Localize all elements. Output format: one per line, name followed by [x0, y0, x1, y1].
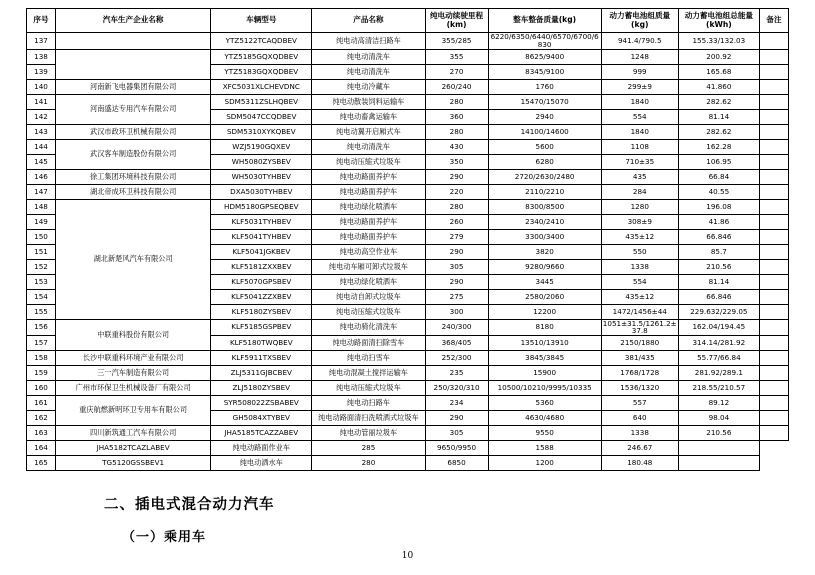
- cell-remark: [759, 139, 788, 154]
- cell-product: 纯电动骑化清洗车: [312, 319, 425, 335]
- cell-no: 157: [27, 335, 56, 350]
- cell-no: 159: [27, 365, 56, 380]
- cell-product: 纯电动管丽垃圾车: [312, 425, 425, 440]
- cell-no: 146: [27, 169, 56, 184]
- cell-range: 290: [425, 410, 488, 425]
- cell-no: 140: [27, 79, 56, 94]
- cell-remark: [678, 455, 759, 470]
- cell-remark: [678, 440, 759, 455]
- cell-range: 279: [425, 229, 488, 244]
- cell-range: 280: [312, 455, 425, 470]
- cell-model: SDM5311ZSLHQBEV: [211, 94, 312, 109]
- cell-battery-mass: 1472/1456±44: [601, 304, 678, 319]
- cell-model: KLF5911TXSBEV: [211, 350, 312, 365]
- cell-model: KLF5041JGKBEV: [211, 244, 312, 259]
- cell-curb-mass: 8345/9100: [488, 64, 601, 79]
- cell-model: ZLJ5311GJBCBEV: [211, 365, 312, 380]
- cell-product: 纯电动路面养护车: [312, 184, 425, 199]
- cell-curb-mass: 2940: [488, 109, 601, 124]
- cell-product: 纯电动洒水车: [211, 455, 312, 470]
- cell-remark: [759, 169, 788, 184]
- cell-battery-mass: 299±9: [601, 79, 678, 94]
- cell-product: 纯电动路面养护车: [312, 214, 425, 229]
- cell-no: 138: [27, 49, 56, 64]
- column-header-battery-mass: 动力蓄电池组质量(kg): [601, 9, 678, 33]
- cell-curb-mass: 9280/9660: [488, 259, 601, 274]
- cell-product: 纯电动路面作业车: [211, 440, 312, 455]
- cell-product: 纯电动高空作业车: [312, 244, 425, 259]
- cell-no: 141: [27, 94, 56, 109]
- cell-curb-mass: 10500/10210/9995/10335: [488, 380, 601, 395]
- table-row: [27, 319, 789, 335]
- cell-battery-energy: 66.846: [678, 229, 759, 244]
- cell-range: 300: [425, 304, 488, 319]
- cell-range: 260: [425, 214, 488, 229]
- cell-no: 145: [27, 154, 56, 169]
- cell-battery-energy: 40.55: [678, 184, 759, 199]
- cell-product: 纯电动自卸式垃圾车: [312, 289, 425, 304]
- cell-range: 305: [425, 425, 488, 440]
- cell-model: SYR508022ZSBABEV: [211, 395, 312, 410]
- cell-battery-mass: 1588: [488, 440, 601, 455]
- cell-model: KLF5185GSPBEV: [211, 319, 312, 335]
- cell-model: KLF5031TYHBEV: [211, 214, 312, 229]
- table-header: [27, 9, 789, 33]
- vehicle-catalog-table: [26, 8, 789, 471]
- cell-range: 280: [425, 124, 488, 139]
- cell-remark: [759, 94, 788, 109]
- table-row: [27, 124, 789, 139]
- cell-model: KLF5180TWQBEV: [211, 335, 312, 350]
- cell-range: 275: [425, 289, 488, 304]
- column-header-curb-mass: 整车整备质量(kg): [488, 9, 601, 33]
- table-row: [27, 440, 789, 455]
- cell-battery-mass: 435±12: [601, 289, 678, 304]
- cell-remark: [759, 79, 788, 94]
- cell-battery-energy: 282.62: [678, 124, 759, 139]
- cell-range: 305: [425, 259, 488, 274]
- cell-product: 纯电动畜禽运输车: [312, 109, 425, 124]
- cell-manufacturer: 河南新飞电器集团有限公司: [56, 79, 211, 94]
- cell-curb-mass: 2720/2630/2480: [488, 169, 601, 184]
- cell-battery-mass: 640: [601, 410, 678, 425]
- cell-remark: [759, 365, 788, 380]
- cell-remark: [759, 229, 788, 244]
- cell-remark: [759, 124, 788, 139]
- cell-model: YTZ5122TCAQDBEV: [211, 33, 312, 49]
- cell-no: 142: [27, 109, 56, 124]
- cell-model: YTZ5185GQXQDBEV: [211, 49, 312, 64]
- cell-remark: [759, 380, 788, 395]
- cell-remark: [759, 304, 788, 319]
- cell-model: XFC5031XLCHEVDNC: [211, 79, 312, 94]
- subsection-heading: （一）乘用车: [122, 529, 207, 545]
- cell-no: 149: [27, 214, 56, 229]
- cell-range: 280: [425, 199, 488, 214]
- table-row: [27, 139, 789, 154]
- cell-manufacturer: 武汉客车制造股份有限公司: [56, 139, 211, 169]
- cell-manufacturer: 河南盛达专用汽车有限公司: [56, 94, 211, 124]
- cell-no: 164: [27, 440, 56, 455]
- cell-product: 纯电动绿化喷洒车: [312, 274, 425, 289]
- cell-model: KLF5070GPSBEV: [211, 274, 312, 289]
- cell-product: 纯电动路面养护车: [312, 169, 425, 184]
- cell-battery-mass: 710±35: [601, 154, 678, 169]
- page-number: 10: [401, 551, 414, 561]
- cell-battery-energy: 218.55/210.57: [678, 380, 759, 395]
- table-row: [27, 380, 789, 395]
- cell-no: 165: [27, 455, 56, 470]
- cell-remark: [759, 289, 788, 304]
- cell-remark: [759, 244, 788, 259]
- cell-range: 220: [425, 184, 488, 199]
- cell-remark: [759, 33, 788, 49]
- cell-curb-mass: 5600: [488, 139, 601, 154]
- cell-product: 纯电动混凝土搅拌运输车: [312, 365, 425, 380]
- cell-no: 150: [27, 229, 56, 244]
- cell-manufacturer: 湖北新楚风汽车有限公司: [56, 199, 211, 319]
- cell-model: WH5080ZYSBEV: [211, 154, 312, 169]
- cell-product: 纯电动路面清扫洗喷洒式垃圾车: [312, 410, 425, 425]
- cell-battery-mass: 1840: [601, 124, 678, 139]
- cell-range: 290: [425, 274, 488, 289]
- cell-curb-mass: 2340/2410: [488, 214, 601, 229]
- cell-model: KLF5180ZYSBEV: [211, 304, 312, 319]
- cell-range: 368/405: [425, 335, 488, 350]
- cell-range: 240/300: [425, 319, 488, 335]
- cell-battery-mass: 999: [601, 64, 678, 79]
- table-row: [27, 169, 789, 184]
- cell-battery-energy: 41.86: [678, 214, 759, 229]
- cell-no: 139: [27, 64, 56, 79]
- cell-no: 152: [27, 259, 56, 274]
- cell-product: 纯电动散装饲料运输车: [312, 94, 425, 109]
- cell-battery-mass: 1840: [601, 94, 678, 109]
- cell-no: 156: [27, 319, 56, 335]
- cell-battery-energy: 281.92/289.1: [678, 365, 759, 380]
- table-row: [27, 79, 789, 94]
- cell-battery-mass: 1536/1320: [601, 380, 678, 395]
- cell-curb-mass: 5360: [488, 395, 601, 410]
- cell-battery-mass: 1768/1728: [601, 365, 678, 380]
- cell-remark: [759, 395, 788, 410]
- cell-model: KLF5181ZXXBEV: [211, 259, 312, 274]
- cell-no: 137: [27, 33, 56, 49]
- cell-remark: [759, 109, 788, 124]
- cell-range: 252/300: [425, 350, 488, 365]
- table-row: [27, 455, 789, 470]
- table-row: [27, 94, 789, 109]
- cell-no: 162: [27, 410, 56, 425]
- cell-battery-energy: 55.77/66.84: [678, 350, 759, 365]
- cell-curb-mass: 9650/9950: [425, 440, 488, 455]
- cell-battery-energy: 210.56: [678, 425, 759, 440]
- cell-model: KLF5041TYHBEV: [211, 229, 312, 244]
- cell-battery-mass: 284: [601, 184, 678, 199]
- table-row: [27, 350, 789, 365]
- cell-battery-mass: 557: [601, 395, 678, 410]
- cell-battery-energy: 66.84: [678, 169, 759, 184]
- cell-model: ZLJ5180ZYSBEV: [211, 380, 312, 395]
- cell-manufacturer: 广州市环保卫生机械设备厂有限公司: [56, 380, 211, 395]
- cell-remark: [759, 335, 788, 350]
- cell-remark: [759, 425, 788, 440]
- cell-battery-mass: 435±12: [601, 229, 678, 244]
- cell-battery-energy: 162.04/194.45: [678, 319, 759, 335]
- cell-battery-energy: 81.14: [678, 109, 759, 124]
- column-header-no: 序号: [27, 9, 56, 33]
- table-body: [27, 33, 789, 470]
- table-row: [27, 425, 789, 440]
- section-heading: 二、插电式混合动力汽车: [104, 495, 275, 513]
- cell-product: 纯电动绿化喷洒车: [312, 199, 425, 214]
- cell-manufacturer: 长沙中联重科环境产业有限公司: [56, 350, 211, 365]
- cell-range: 270: [425, 64, 488, 79]
- cell-battery-energy: 85.7: [678, 244, 759, 259]
- cell-curb-mass: 6280: [488, 154, 601, 169]
- cell-range: 235: [425, 365, 488, 380]
- cell-battery-mass: 1248: [601, 49, 678, 64]
- cell-range: 360: [425, 109, 488, 124]
- cell-battery-mass: 1338: [601, 259, 678, 274]
- cell-no: 155: [27, 304, 56, 319]
- cell-battery-mass: 550: [601, 244, 678, 259]
- cell-battery-energy: 246.67: [601, 440, 678, 455]
- cell-battery-mass: 1338: [601, 425, 678, 440]
- cell-curb-mass: 8180: [488, 319, 601, 335]
- cell-battery-energy: 180.48: [601, 455, 678, 470]
- cell-battery-energy: 200.92: [678, 49, 759, 64]
- cell-battery-mass: 1200: [488, 455, 601, 470]
- cell-model: HDM5180GPSEQBEV: [211, 199, 312, 214]
- cell-battery-mass: 1280: [601, 199, 678, 214]
- cell-remark: [759, 184, 788, 199]
- cell-model: TG5120GSSBEV1: [56, 455, 211, 470]
- cell-product: 纯电动压缩式垃圾车: [312, 380, 425, 395]
- cell-battery-energy: 196.08: [678, 199, 759, 214]
- cell-battery-energy: 282.62: [678, 94, 759, 109]
- cell-model: KLF5041ZZXBEV: [211, 289, 312, 304]
- cell-curb-mass: 4630/4680: [488, 410, 601, 425]
- cell-battery-mass: 554: [601, 109, 678, 124]
- cell-curb-mass: 2110/2210: [488, 184, 601, 199]
- cell-remark: [759, 410, 788, 425]
- cell-battery-mass: 308±9: [601, 214, 678, 229]
- cell-no: 148: [27, 199, 56, 214]
- cell-curb-mass: 1760: [488, 79, 601, 94]
- cell-remark: [759, 259, 788, 274]
- cell-remark: [759, 214, 788, 229]
- cell-model: DXA5030TYHBEV: [211, 184, 312, 199]
- cell-battery-mass: 554: [601, 274, 678, 289]
- cell-range: 250/320/310: [425, 380, 488, 395]
- table-row: [27, 49, 789, 64]
- table-row: [27, 33, 789, 49]
- cell-product: 纯电动高清洁扫路车: [312, 33, 425, 49]
- cell-curb-mass: 9550: [488, 425, 601, 440]
- cell-curb-mass: 13510/13910: [488, 335, 601, 350]
- cell-manufacturer: [56, 49, 211, 79]
- cell-battery-energy: 162.28: [678, 139, 759, 154]
- cell-battery-mass: 1108: [601, 139, 678, 154]
- cell-remark: [759, 154, 788, 169]
- cell-model: SDM5047CCQDBEV: [211, 109, 312, 124]
- table-row: [27, 395, 789, 410]
- cell-model: YTZ5183GQXQDBEV: [211, 64, 312, 79]
- cell-manufacturer: 湖北帝成环卫科技有限公司: [56, 184, 211, 199]
- cell-battery-mass: 2150/1880: [601, 335, 678, 350]
- cell-product: 纯电动清洗车: [312, 64, 425, 79]
- table-row: [27, 199, 789, 214]
- cell-no: 153: [27, 274, 56, 289]
- cell-no: 161: [27, 395, 56, 410]
- column-header-product: 产品名称: [312, 9, 425, 33]
- cell-battery-energy: 314.14/281.92: [678, 335, 759, 350]
- cell-battery-energy: 98.04: [678, 410, 759, 425]
- cell-battery-energy: 66.846: [678, 289, 759, 304]
- cell-remark: [759, 49, 788, 64]
- cell-manufacturer: [56, 33, 211, 49]
- cell-product: 纯电动车厢可卸式垃圾车: [312, 259, 425, 274]
- cell-manufacturer: 武汉市政环卫机械有限公司: [56, 124, 211, 139]
- cell-no: 154: [27, 289, 56, 304]
- cell-curb-mass: 6850: [425, 455, 488, 470]
- cell-curb-mass: 14100/14600: [488, 124, 601, 139]
- cell-range: 285: [312, 440, 425, 455]
- cell-battery-mass: 1051±31.5/1261.2±37.8: [602, 318, 677, 336]
- cell-manufacturer: 四川新筑通工汽车有限公司: [56, 425, 211, 440]
- cell-manufacturer: 重庆航燃新明环卫专用车有限公司: [56, 395, 211, 425]
- cell-curb-mass: 8625/9400: [488, 49, 601, 64]
- cell-remark: [759, 64, 788, 79]
- cell-manufacturer: 中联重科股份有限公司: [56, 319, 211, 350]
- cell-product: 纯电动路面养护车: [312, 229, 425, 244]
- cell-range: 234: [425, 395, 488, 410]
- cell-range: 260/240: [425, 79, 488, 94]
- cell-no: 143: [27, 124, 56, 139]
- cell-no: 151: [27, 244, 56, 259]
- cell-no: 147: [27, 184, 56, 199]
- table-header-row: [27, 9, 789, 33]
- cell-product: 纯电动清洗车: [312, 139, 425, 154]
- column-header-manufacturer: 汽车生产企业名称: [56, 9, 211, 33]
- cell-range: 290: [425, 169, 488, 184]
- cell-no: 144: [27, 139, 56, 154]
- cell-remark: [759, 199, 788, 214]
- cell-model: JHA5185TCAZZABEV: [211, 425, 312, 440]
- cell-range: 280: [425, 94, 488, 109]
- cell-remark: [759, 319, 788, 335]
- cell-curb-mass: 3300/3400: [488, 229, 601, 244]
- cell-product: 纯电动路面清扫除雪车: [312, 335, 425, 350]
- column-header-model: 车辆型号: [211, 9, 312, 33]
- cell-curb-mass: 12200: [488, 304, 601, 319]
- cell-battery-mass: 435: [601, 169, 678, 184]
- column-header-range: 纯电动续驶里程(km): [425, 9, 488, 33]
- cell-manufacturer: 徐工集团环境科技有限公司: [56, 169, 211, 184]
- cell-curb-mass: 6220/6350/6440/6570/6700/6830: [488, 33, 601, 49]
- cell-curb-mass: 3445: [488, 274, 601, 289]
- cell-no: 160: [27, 380, 56, 395]
- cell-product: 纯电动压缩式垃圾车: [312, 154, 425, 169]
- cell-range: 350: [425, 154, 488, 169]
- cell-product: 纯电动清洗车: [312, 49, 425, 64]
- cell-remark: [759, 350, 788, 365]
- cell-model: WH5030TYHBEV: [211, 169, 312, 184]
- cell-curb-mass: 15900: [488, 365, 601, 380]
- cell-model: WZJ5190GQXEV: [211, 139, 312, 154]
- cell-product: 纯电动扫雪车: [312, 350, 425, 365]
- cell-curb-mass: 3820: [488, 244, 601, 259]
- cell-product: 纯电动翼开启厢式车: [312, 124, 425, 139]
- cell-battery-energy: 41.860: [678, 79, 759, 94]
- cell-remark: [759, 274, 788, 289]
- cell-battery-energy: 89.12: [678, 395, 759, 410]
- column-header-battery-energy: 动力蓄电池组总能量 (kWh): [678, 9, 759, 33]
- cell-battery-energy: 81.14: [678, 274, 759, 289]
- table-row: [27, 184, 789, 199]
- cell-curb-mass: 8300/8500: [488, 199, 601, 214]
- cell-battery-energy: 165.68: [678, 64, 759, 79]
- cell-no: 158: [27, 350, 56, 365]
- cell-curb-mass: 2580/2060: [488, 289, 601, 304]
- cell-no: 163: [27, 425, 56, 440]
- cell-product: 纯电动压缩式垃圾车: [312, 304, 425, 319]
- cell-battery-mass: 941.4/790.5: [601, 33, 678, 49]
- cell-model: JHA5182TCAZLABEV: [56, 440, 211, 455]
- column-header-remark: 备注: [759, 9, 788, 33]
- cell-battery-energy: 106.95: [678, 154, 759, 169]
- cell-battery-mass: 381/435: [601, 350, 678, 365]
- cell-range: 290: [425, 244, 488, 259]
- cell-model: GH5084XTYBEV: [211, 410, 312, 425]
- cell-range: 430: [425, 139, 488, 154]
- cell-product: 纯电动扫路车: [312, 395, 425, 410]
- cell-model: SDM5310XYKQBEV: [211, 124, 312, 139]
- cell-product: 纯电动冷藏车: [312, 79, 425, 94]
- cell-battery-energy: 210.56: [678, 259, 759, 274]
- table-row: [27, 365, 789, 380]
- cell-battery-energy: 229.632/229.05: [678, 304, 759, 319]
- cell-curb-mass: 3845/3845: [488, 350, 601, 365]
- cell-range: 355/285: [425, 33, 488, 49]
- cell-curb-mass: 15470/15070: [488, 94, 601, 109]
- cell-battery-energy: 155.33/132.03: [678, 33, 759, 49]
- cell-manufacturer: 三一汽车制造有限公司: [56, 365, 211, 380]
- cell-range: 355: [425, 49, 488, 64]
